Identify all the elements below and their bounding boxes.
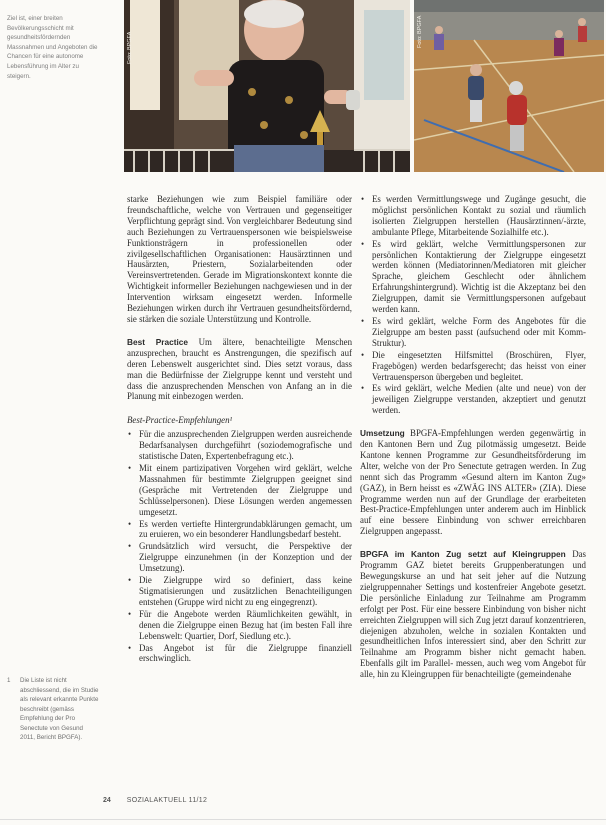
recommendations-list — [127, 429, 352, 664]
zug-text: Das Programm GAZ bietet bereits Gruppenberatungen und Bewegungskurse an und hat seit jeher auf die Nutzung zielgruppennaher Settings und kostenfreier Angebote gesetzt. Die persönliche Einladung zur Teilnahme am Programm erfolgt per Post. Für eine bessere Einbindung von bisher nicht erreichten Zielgruppen will sich Zug jetzt darauf konzentrieren, diejenigen abzuholen, welche in sozialen Kontakten und gesundheitlichen Infos interessiert sind, aber den Schritt zur Teilnahme am Programm bisher nicht gemacht haben. Ebenfalls gilt im Parallel- messen, auch weg vom Angebot für alle, hin zu Kleingruppen für benachteiligte (gemeindenahe — [360, 549, 586, 680]
list-item: • Das Angebot ist für die Zielgruppe finanziell erschwinglich. — [127, 643, 352, 665]
list-item: • Für die Angebote werden Räumlichkeiten gewählt, in denen die Zielgruppe einen Bezug hat (im besten Fall ihre Lebenswelt: Quartier, Dorf, Siedlung etc.). — [127, 609, 352, 642]
recommendations-title: Best-Practice-Empfehlungen¹ — [127, 415, 233, 426]
list-item: • Es wird geklärt, welche Medien (alte und neue) von der jeweiligen Zielgruppe verstanden, akzeptiert und genutzt werden. — [360, 383, 586, 416]
list-item: • Es wird geklärt, welche Form des Angebotes für die Zielgruppe am besten passt (aufsuchend oder mit Komm-Struktur). — [360, 316, 586, 349]
page-number: 24 — [103, 797, 111, 804]
best-practice-heading: Best Practice — [127, 336, 188, 347]
list-item: • Mit einem partizipativen Vorgehen wird geklärt, welche Massnahmen für bestimmte Zielgruppen geeignet sind (Gespräche mit Vertretenden der Zielgruppe und Schlüsselpersonen). Diese Lösungen werden angemessen umgesetzt. — [127, 463, 352, 518]
sidebar-note: Ziel ist, einer breiten Bevölkerungsschicht mit gesundheitsfördernden Massnahmen und Angeboten die Chancen für eine autonome Lebensführung im Alter zu steigern. — [7, 15, 98, 80]
photo-gym-image — [414, 0, 604, 172]
best-practice-paragraph — [127, 337, 352, 402]
intro-paragraph: starke Beziehungen wie zum Beispiel familiäre oder freundschaftliche, welche von Vertrauen und gegenseitiger Verpflichtung geprägt sind. Von vergleichbarer Bedeutung sind auch Beziehungen zu Vertrauenspersonen wie beispielsweise Funktionsträgern in professionellen oder zivilgesellschaftlichen Organisationen: Hausärztinnen und Hausärzten, Priestern, Sozialarbeitenden oder Vereinsvertretenden. Gerade im Migrationskontext konnte die Wichtigkeit informeller Beziehungen nachgewiesen und in der Intervention wirksam eingesetzt werden. Informelle Beziehungen wirken durch ihr Vertrauen gesundheitsfördernd, sie stärken die soziale Unterstützung und Kontrolle. — [127, 194, 352, 324]
photo-credit-left: Foto: BPGFA — [127, 31, 133, 64]
list-item: • Die Zielgruppe wird so definiert, dass keine Stigmatisierungen und zusätzlichen Benachteiligungen entstehen (Gruppe wird nicht zu eng eingegrenzt). — [127, 575, 352, 608]
page-footer — [103, 797, 207, 804]
list-item: • Es werden vertiefte Hintergrundabklärungen gemacht, um zu eruieren, wo ein besonderer Handlungsbedarf besteht. — [127, 519, 352, 541]
list-item: • Es werden Vermittlungswege und Zugänge gesucht, die möglichst persönlichen Kontakt zu sozial und räumlich isolierten Zielgruppen herstellen (Hausärztinnen/-ärzte, ambulante Pflege, Mitarbeitende Sozialhilfe etc.). — [360, 194, 586, 238]
best-practice-text: Um ältere, benachteiligte Menschen anzusprechen, braucht es Anstrengungen, die spezifisch auf deren Lebenswelt ausgerichtet sind. Dies setzt voraus, dass man die Bedürfnisse der Zielgruppe kennt und versteht und dass die anzusprechenden Menschen von Anfang an in die Planung mit einbezogen werden. — [127, 336, 353, 402]
footnote-number: 1 — [7, 677, 11, 684]
umsetzung-heading: Umsetzung — [360, 428, 405, 439]
recommendations-list-continued — [360, 194, 586, 416]
photo-elderly-woman-trophy — [124, 0, 410, 172]
list-item: • Die eingesetzten Hilfsmittel (Broschüren, Flyer, Fragebögen) werden bedarfsgerecht; das heisst von einer Vertrauensperson übergeben und begleitet. — [360, 350, 586, 383]
bottom-rule — [0, 819, 606, 820]
photo-gym-exercise — [414, 0, 604, 172]
photo-credit-right: Foto: BPGFA — [417, 15, 423, 48]
left-text-column — [127, 194, 352, 665]
footnote-text: Die Liste ist nicht abschliessend, die im Studie als relevant erkannte Punkte beschreibt (gemäss Empfehlung der Pro Senectute von Gesund 2011, Bericht BPGFA). — [20, 677, 99, 741]
right-text-column — [360, 194, 586, 680]
umsetzung-text: BPGFA-Empfehlungen werden gegenwärtig in den Kantonen Bern und Zug pilotmässig umgesetzt. Beide Kantone kennen Programme zur Gesundheitsförderung im Alter, welche von der Pro Senectute getragen werden. In Zug nennt sich das Programm «Gesund altern im Kanton Zug» (GAZ), in Bern heisst es «ZWÄG INS ALTER» (ZIA). Diese Programme werden nun auf der Grundlage der erarbeiteten Best-Practice-Empfehlungen unter anderem auch im Hinblick auf eine bessere Einbindung von schwer erreichbaren Zielgruppen angepasst. — [360, 428, 586, 537]
list-item: • Grundsätzlich wird versucht, die Perspektive der Zielgruppe einzunehmen (in der Konzeption und der Umsetzung). — [127, 541, 352, 574]
journal-name: SOZIALAKTUELL 11/12 — [126, 797, 208, 804]
zug-paragraph — [360, 549, 586, 680]
zug-heading: BPGFA im Kanton Zug setzt auf Kleingruppen — [360, 549, 566, 560]
list-item: • Es wird geklärt, welche Vermittlungspersonen zur persönlichen Kontaktierung der Zielgruppe eingesetzt werden können (Mediatorinnen/Mediatoren mit gleicher Sprache, gleichem Geschlecht oder ähnlichem Erfahrungshintergrund). Wichtig ist die Akzeptanz bei den Zielgruppen, damit sie Vermittlungspersonen aufgebaut werden kann. — [360, 239, 586, 315]
list-item: • Für die anzusprechenden Zielgruppen werden ausreichende Bedarfsanalysen durchgeführt (soziodemografische und statistische Daten, Expertenbefragung etc.). — [127, 429, 352, 462]
footnote — [7, 676, 99, 743]
umsetzung-paragraph — [360, 428, 586, 537]
photo-elderly-woman-image — [124, 0, 410, 172]
